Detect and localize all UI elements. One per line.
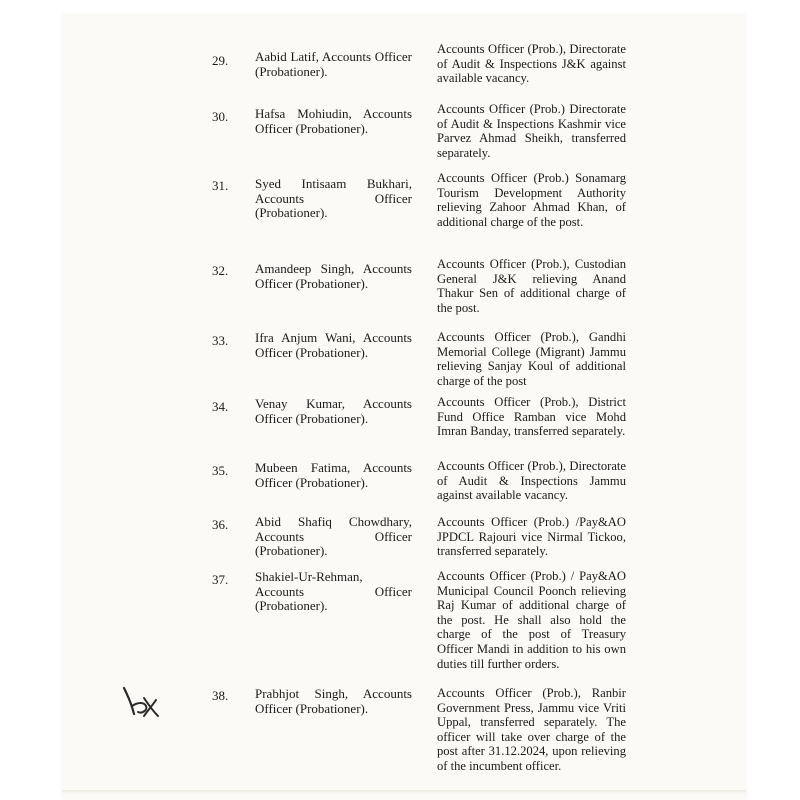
serial-number: 37. bbox=[212, 572, 229, 587]
officer-name: Mubeen Fatima, Accounts Officer (Probationer). bbox=[255, 460, 412, 490]
posting-details: Accounts Officer (Prob.), Directorate of Audit & Inspections J&K against available vacancy. bbox=[437, 42, 626, 86]
serial-number: 35. bbox=[212, 463, 229, 478]
serial-number: 34. bbox=[212, 399, 229, 414]
posting-details: Accounts Officer (Prob.), Ranbir Government Press, Jammu vice Vriti Uppal, transferred separately. The officer will take over charge of the post after 31.12.2024, upon relieving of the incumbent officer. bbox=[437, 686, 626, 773]
serial-number: 33. bbox=[212, 333, 229, 348]
posting-details: Accounts Officer (Prob.), Gandhi Memorial College (Migrant) Jammu relieving Sanjay Koul of additional charge of the post bbox=[437, 330, 626, 388]
posting-details: Accounts Officer (Prob.), Custodian General J&K relieving Anand Thakur Sen of additional charge of the post. bbox=[437, 257, 626, 315]
officer-name: Shakiel-Ur-Rehman, Accounts Officer (Probationer). bbox=[255, 569, 412, 613]
officer-name: Amandeep Singh, Accounts Officer (Probationer). bbox=[255, 261, 412, 291]
serial-number: 29. bbox=[212, 53, 229, 68]
page-bottom-edge bbox=[62, 790, 746, 794]
posting-details: Accounts Officer (Prob.) Directorate of Audit & Inspections Kashmir vice Parvez Ahmad Sheikh, transferred separately. bbox=[437, 102, 626, 160]
posting-details: Accounts Officer (Prob.), Directorate of Audit & Inspections Jammu against available vacancy. bbox=[437, 459, 626, 503]
officer-name: Syed Intisaam Bukhari, Accounts Officer (Probationer). bbox=[255, 176, 412, 220]
serial-number: 32. bbox=[212, 263, 229, 278]
serial-number: 31. bbox=[212, 178, 229, 193]
handwritten-initials-mark bbox=[118, 684, 162, 718]
serial-number: 30. bbox=[212, 109, 229, 124]
posting-details: Accounts Officer (Prob.) Sonamarg Tourism Development Authority relieving Zahoor Ahmad Khan, of additional charge of the post. bbox=[437, 171, 626, 229]
officer-name: Ifra Anjum Wani, Accounts Officer (Probationer). bbox=[255, 330, 412, 360]
posting-details: Accounts Officer (Prob.) /Pay&AO JPDCL Rajouri vice Nirmal Tickoo, transferred separately. bbox=[437, 515, 626, 559]
serial-number: 36. bbox=[212, 517, 229, 532]
officer-name: Venay Kumar, Accounts Officer (Probationer). bbox=[255, 396, 412, 426]
serial-number: 38. bbox=[212, 688, 229, 703]
posting-details: Accounts Officer (Prob.) / Pay&AO Municipal Council Poonch relieving Raj Kumar of additional charge of the post. He shall also hold the charge of the post of Treasury Officer Mandi in addition to his own duties till further orders. bbox=[437, 569, 626, 671]
officer-name: Abid Shafiq Chowdhary, Accounts Officer (Probationer). bbox=[255, 514, 412, 558]
officer-name: Aabid Latif, Accounts Officer (Probationer). bbox=[255, 49, 412, 79]
officer-name: Prabhjot Singh, Accounts Officer (Probationer). bbox=[255, 686, 412, 716]
posting-details: Accounts Officer (Prob.), District Fund Office Ramban vice Mohd Imran Banday, transferred separately. bbox=[437, 395, 626, 439]
officer-name: Hafsa Mohiudin, Accounts Officer (Probationer). bbox=[255, 106, 412, 136]
